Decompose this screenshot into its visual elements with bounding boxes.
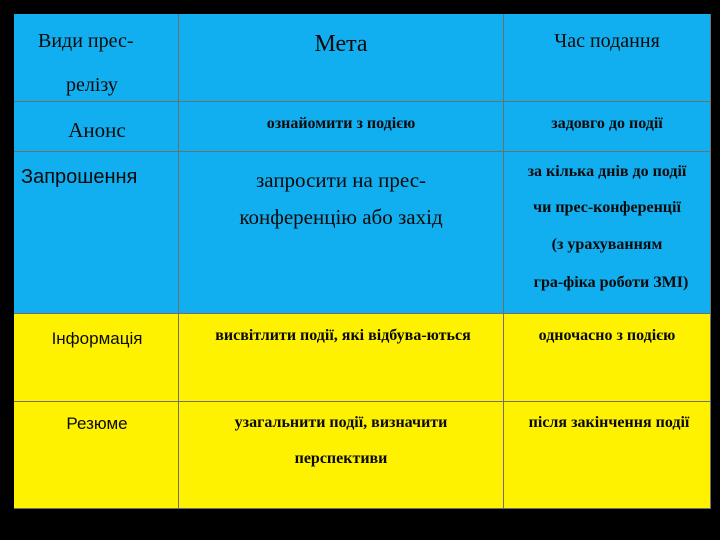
row-anons-timing-line: задовго до події <box>551 115 663 132</box>
row-information-purpose-line: висвітлити події, які відбува-ються <box>215 327 471 344</box>
row-information-type-cell <box>14 314 179 402</box>
header-cell-timing <box>504 14 711 102</box>
row-summary-purpose-line1: узагальнити події, визначити <box>234 414 448 431</box>
row-invitation-purpose-line2: конференцію або захід <box>239 205 443 229</box>
row-summary-type: Резюме <box>66 414 128 433</box>
row-invitation-timing-line2: чи прес-конференції <box>533 199 681 216</box>
row-anons-purpose-line: ознайомити з подією <box>266 115 416 132</box>
header-type-line2: релізу <box>66 74 118 96</box>
row-summary-timing-line: після закінчення події <box>528 414 690 431</box>
row-invitation-timing-line1: за кілька днів до події <box>527 163 687 180</box>
row-invitation-timing-line3: (з урахуванням <box>551 236 663 253</box>
row-summary-purpose-line2: перспективи <box>294 450 388 467</box>
header-type-line1: Види прес- <box>38 30 134 52</box>
header-cell-purpose <box>179 14 504 102</box>
row-information-type: Інформація <box>51 329 143 348</box>
header-purpose: Мета <box>314 31 368 57</box>
row-invitation-purpose-line1: запросити на прес- <box>255 168 427 192</box>
row-information-timing-line: одночасно з подією <box>538 327 676 344</box>
header-timing: Час подання <box>554 30 660 52</box>
row-invitation-type: Запрошення <box>21 166 138 188</box>
row-anons-type: Анонс <box>68 118 126 142</box>
row-invitation-timing-line4: гра-фіка роботи ЗМІ) <box>533 274 689 291</box>
